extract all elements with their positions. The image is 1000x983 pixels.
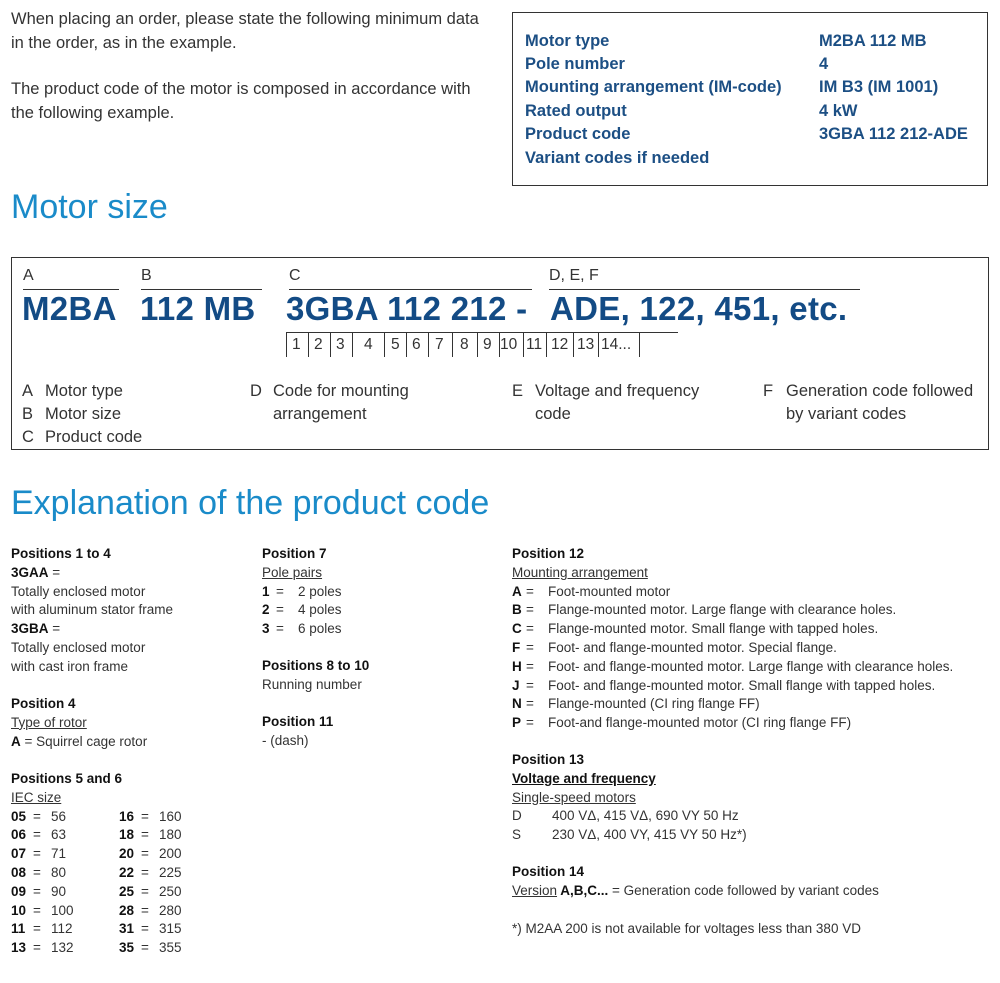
iec-code: 20 [119, 846, 135, 862]
order-label-motor-type: Motor type [525, 32, 610, 50]
position-number: 8 [460, 336, 469, 353]
voltage-code: S [512, 827, 522, 843]
desc-line: Totally enclosed motor [11, 639, 146, 655]
mounting-code: A [512, 583, 522, 599]
equals-sign: = [33, 808, 41, 824]
mounting-desc: Flange-mounted motor. Large flange with clearance holes. [548, 602, 897, 618]
equals-sign: = [526, 583, 534, 599]
intro-text [11, 8, 491, 148]
legend-key: A [22, 382, 34, 400]
position-divider [598, 333, 599, 357]
legend-key: B [22, 405, 34, 423]
pole-pair-row [262, 620, 502, 639]
equals-sign: = [33, 921, 41, 937]
position-number: 7 [435, 336, 444, 353]
iec-size-row [11, 902, 74, 921]
iec-value: 80 [51, 864, 67, 880]
code-3gba: 3GBA [11, 621, 49, 637]
code-motor-size: 112 MB [140, 290, 256, 327]
equals-sign: = [48, 621, 61, 637]
mounting-code: F [512, 639, 521, 655]
mounting-row [512, 583, 992, 602]
rotor-desc: = Squirrel cage rotor [20, 733, 148, 749]
desc-line: with aluminum stator frame [11, 602, 174, 618]
intro-paragraph-1: When placing an order, please state the following minimum data in the order, as in the example. [11, 10, 479, 52]
iec-size-table [11, 808, 251, 958]
legend-d [250, 380, 450, 427]
positions-5-and-6-section [11, 770, 251, 958]
mounting-desc: Foot-mounted motor [548, 583, 671, 599]
equals-sign: = [141, 921, 149, 937]
section-subsubtitle: Single-speed motors [512, 789, 636, 805]
iec-size-row [11, 826, 74, 845]
equals-sign: = [276, 602, 284, 618]
footnote: *) M2AA 200 is not available for voltages less than 380 VD [512, 921, 861, 936]
iec-code: 16 [119, 808, 135, 824]
order-label-product-code: Product code [525, 125, 631, 143]
mounting-code: N [512, 696, 522, 712]
order-label-pole-number: Pole number [525, 55, 625, 73]
section-title: Position 12 [512, 546, 585, 561]
iec-size-row [11, 808, 74, 827]
mounting-row [512, 677, 992, 696]
iec-code: 07 [11, 846, 27, 862]
section-title: Positions 5 and 6 [11, 771, 123, 786]
position-divider [428, 333, 429, 357]
iec-code: 25 [119, 883, 135, 899]
section-subtitle: Pole pairs [262, 564, 323, 580]
equals-sign: = [276, 583, 284, 599]
section-subtitle: Voltage and frequency [512, 770, 656, 786]
position-number: 12 [551, 336, 569, 353]
section-title: Position 7 [262, 546, 327, 561]
iec-value: 315 [159, 921, 182, 937]
order-label-mounting: Mounting arrangement (IM-code) [525, 78, 782, 96]
generation-desc: = Generation code followed by variant codes [608, 882, 879, 898]
equals-sign: = [48, 564, 61, 580]
legend-key: C [22, 428, 34, 446]
equals-sign: = [141, 902, 149, 918]
mounting-desc: Foot- and flange-mounted motor. Special flange. [548, 639, 837, 655]
pole-pair-row [262, 583, 502, 602]
iec-size-row [119, 883, 182, 902]
order-example-box [512, 12, 988, 186]
position-13-section [512, 751, 992, 845]
position-divider [477, 333, 478, 357]
legend-e [512, 380, 732, 427]
order-value-pole-number: 4 [819, 55, 829, 73]
section-title: Position 11 [262, 714, 334, 729]
code-3gaa: 3GAA [11, 564, 49, 580]
section-title: Position 13 [512, 752, 585, 767]
iec-size-row [119, 939, 182, 958]
iec-value: 280 [159, 902, 182, 918]
position-number: 10 [500, 336, 518, 353]
section-subtitle: IEC size [11, 789, 62, 805]
section-title: Positions 8 to 10 [262, 658, 370, 673]
mounting-code: B [512, 602, 522, 618]
legend-text: Generation code followed by variant codes [786, 382, 974, 424]
iec-size-row [11, 883, 74, 902]
voltage-code: D [512, 808, 522, 824]
pole-code: 2 [262, 602, 270, 618]
position-divider [308, 333, 309, 357]
iec-value: 180 [159, 827, 182, 843]
position-11-section [262, 713, 502, 751]
position-number: 3 [336, 336, 345, 353]
motor-size-code-box [11, 257, 989, 450]
iec-value: 112 [51, 921, 73, 937]
order-value-motor-type: M2BA 112 MB [819, 32, 927, 50]
position-14-section [512, 863, 992, 901]
voltage-desc: 230 VΔ, 400 VY, 415 VY 50 Hz*) [552, 827, 747, 843]
mounting-row [512, 639, 992, 658]
iec-value: 63 [51, 827, 67, 843]
section-text: - (dash) [262, 732, 309, 748]
position-divider [352, 333, 353, 357]
pole-value: 4 poles [298, 602, 342, 618]
iec-value: 225 [159, 864, 182, 880]
iec-code: 06 [11, 827, 27, 843]
iec-size-right-column [119, 808, 182, 958]
desc-line: with cast iron frame [11, 658, 129, 674]
section-text: Running number [262, 676, 362, 692]
iec-value: 90 [51, 883, 67, 899]
mounting-desc: Flange-mounted (CI ring flange FF) [548, 696, 760, 712]
pole-value: 2 poles [298, 583, 342, 599]
section-title: Position 4 [11, 696, 76, 711]
mounting-row [512, 714, 992, 733]
iec-code: 11 [11, 921, 26, 937]
equals-sign: = [33, 846, 41, 862]
iec-size-row [11, 864, 74, 883]
legend-text: Motor size [45, 405, 122, 423]
mounting-arrangement-list [512, 583, 992, 733]
mounting-code: P [512, 715, 522, 731]
column-letter-b: B [141, 267, 152, 284]
iec-value: 100 [51, 902, 74, 918]
motor-size-heading: Motor size [11, 188, 168, 226]
version-label: Version [512, 882, 558, 898]
iec-size-row [11, 920, 74, 939]
legend-f [763, 380, 989, 427]
code-product-code: 3GBA 112 212 - [286, 290, 528, 327]
equals-sign: = [141, 846, 149, 862]
position-divider [523, 333, 524, 357]
desc-line: Totally enclosed motor [11, 583, 146, 599]
pole-code: 3 [262, 621, 270, 637]
rotor-code: A [11, 733, 21, 749]
equals-sign: = [141, 864, 149, 880]
order-label-variant-codes: Variant codes if needed [525, 149, 710, 167]
order-value-rated-output: 4 kW [819, 102, 858, 120]
position-number: 2 [314, 336, 323, 353]
position-divider [573, 333, 574, 357]
mounting-desc: Foot- and flange-mounted motor. Small flange with tapped holes. [548, 677, 936, 693]
section-subtitle: Mounting arrangement [512, 564, 648, 580]
iec-value: 71 [51, 846, 67, 862]
iec-size-row [11, 939, 74, 958]
position-ruler-top [286, 332, 678, 333]
iec-size-left-column [11, 808, 74, 958]
pole-code: 1 [262, 583, 270, 599]
equals-sign: = [33, 827, 41, 843]
mounting-code: H [512, 658, 522, 674]
positions-1-to-4-section [11, 545, 251, 677]
equals-sign: = [33, 864, 41, 880]
iec-size-row [119, 808, 182, 827]
position-number: 1 [292, 336, 301, 353]
order-label-rated-output: Rated output [525, 102, 627, 120]
iec-value: 56 [51, 808, 67, 824]
iec-code: 28 [119, 902, 135, 918]
legend-key: D [250, 382, 262, 400]
voltage-row [512, 826, 992, 845]
position-number: 6 [412, 336, 421, 353]
equals-sign: = [526, 658, 534, 674]
iec-code: 18 [119, 827, 135, 843]
voltage-row [512, 807, 992, 826]
code-motor-type: M2BA [22, 290, 117, 327]
iec-value: 200 [159, 846, 182, 862]
pole-pairs-list [262, 583, 502, 639]
iec-code: 13 [11, 940, 27, 956]
order-value-product-code: 3GBA 112 212-ADE [819, 125, 968, 143]
legend-b [22, 403, 121, 426]
position-number: 5 [391, 336, 400, 353]
position-divider [546, 333, 547, 357]
section-title: Positions 1 to 4 [11, 546, 111, 561]
position-divider [286, 333, 287, 357]
position-12-section [512, 545, 992, 733]
legend-key: F [763, 382, 774, 400]
iec-code: 09 [11, 883, 27, 899]
equals-sign: = [526, 639, 534, 655]
equals-sign: = [526, 677, 534, 693]
legend-text: Code for mounting arrangement [273, 382, 409, 424]
iec-code: 10 [11, 902, 27, 918]
position-number: 11 [526, 336, 543, 353]
order-value-mounting: IM B3 (IM 1001) [819, 78, 939, 96]
position-number: 4 [364, 336, 373, 353]
mounting-row [512, 601, 992, 620]
legend-key: E [512, 382, 524, 400]
iec-size-row [119, 902, 182, 921]
voltage-desc: 400 VΔ, 415 VΔ, 690 VY 50 Hz [552, 808, 739, 824]
pole-pair-row [262, 601, 502, 620]
position-number: 13 [577, 336, 595, 353]
legend-text: Motor type [45, 382, 123, 400]
position-divider [384, 333, 385, 357]
equals-sign: = [33, 940, 41, 956]
position-divider [639, 333, 640, 357]
pole-value: 6 poles [298, 621, 342, 637]
iec-size-row [119, 845, 182, 864]
position-number: 9 [483, 336, 492, 353]
legend-text: Product code [45, 428, 143, 446]
intro-paragraph-2: The product code of the motor is composed in accordance with the following example. [11, 80, 471, 122]
voltage-list [512, 807, 992, 845]
equals-sign: = [526, 602, 534, 618]
position-4-section [11, 695, 251, 751]
equals-sign: = [141, 827, 149, 843]
position-divider [406, 333, 407, 357]
iec-code: 22 [119, 864, 135, 880]
equals-sign: = [141, 883, 149, 899]
iec-size-row [119, 864, 182, 883]
iec-size-row [11, 845, 74, 864]
column-letter-c: C [289, 267, 301, 284]
mounting-desc: Foot-and flange-mounted motor (CI ring flange FF) [548, 715, 852, 731]
iec-code: 05 [11, 808, 27, 824]
iec-code: 08 [11, 864, 27, 880]
equals-sign: = [33, 902, 41, 918]
iec-code: 35 [119, 940, 135, 956]
equals-sign: = [276, 621, 284, 637]
iec-value: 250 [159, 883, 182, 899]
generation-codes: A,B,C... [557, 882, 609, 898]
mounting-desc: Flange-mounted motor. Small flange with tapped holes. [548, 621, 879, 637]
mounting-code: J [512, 677, 520, 693]
equals-sign: = [141, 808, 149, 824]
position-divider [452, 333, 453, 357]
code-variant-codes: ADE, 122, 451, etc. [550, 290, 848, 327]
legend-a [22, 380, 123, 403]
column-letter-def: D, E, F [549, 267, 599, 284]
position-number: 14... [601, 336, 632, 353]
column-letter-a: A [23, 267, 34, 284]
section-title: Position 14 [512, 864, 585, 879]
mounting-code: C [512, 621, 522, 637]
iec-value: 355 [159, 940, 182, 956]
position-divider [330, 333, 331, 357]
mounting-row [512, 620, 992, 639]
position-7-section [262, 545, 502, 639]
equals-sign: = [526, 715, 534, 731]
section-subtitle: Type of rotor [11, 714, 87, 730]
equals-sign: = [526, 621, 534, 637]
equals-sign: = [33, 883, 41, 899]
iec-size-row [119, 920, 182, 939]
positions-8-to-10-section [262, 657, 502, 695]
legend-c [22, 426, 142, 449]
iec-value: 160 [159, 808, 182, 824]
iec-code: 31 [119, 921, 135, 937]
explanation-heading: Explanation of the product code [11, 484, 490, 522]
equals-sign: = [141, 940, 149, 956]
legend-text: Voltage and frequency code [535, 382, 700, 424]
equals-sign: = [526, 696, 534, 712]
iec-size-row [119, 826, 182, 845]
mounting-row [512, 695, 992, 714]
mounting-desc: Foot- and flange-mounted motor. Large flange with clearance holes. [548, 658, 954, 674]
mounting-row [512, 658, 992, 677]
iec-value: 132 [51, 940, 74, 956]
